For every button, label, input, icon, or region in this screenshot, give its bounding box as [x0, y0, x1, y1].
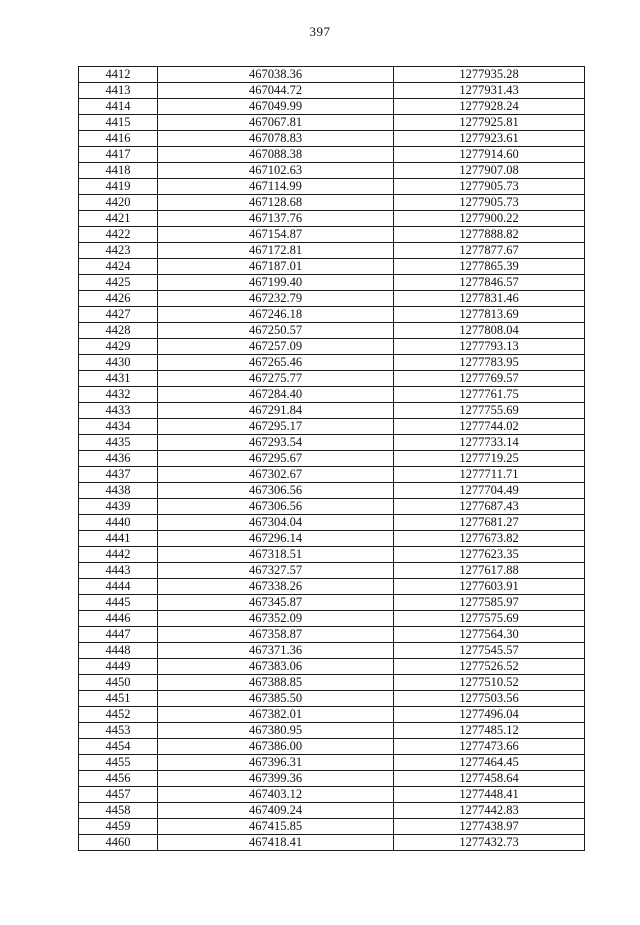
table-row	[79, 179, 585, 195]
x-coordinate-cell: 467306.56	[158, 483, 394, 499]
y-coordinate-cell: 1277813.69	[394, 307, 585, 323]
y-coordinate-cell: 1277438.97	[394, 819, 585, 835]
table-row	[79, 387, 585, 403]
x-coordinate-cell: 467275.77	[158, 371, 394, 387]
x-coordinate-cell: 467102.63	[158, 163, 394, 179]
point-number-cell: 4458	[79, 803, 158, 819]
y-coordinate-cell: 1277865.39	[394, 259, 585, 275]
y-coordinate-cell: 1277673.82	[394, 531, 585, 547]
point-number-cell: 4426	[79, 291, 158, 307]
table-row	[79, 131, 585, 147]
table-row	[79, 771, 585, 787]
x-coordinate-cell: 467306.56	[158, 499, 394, 515]
y-coordinate-cell: 1277704.49	[394, 483, 585, 499]
point-number-cell: 4433	[79, 403, 158, 419]
point-number-cell: 4420	[79, 195, 158, 211]
x-coordinate-cell: 467295.67	[158, 451, 394, 467]
x-coordinate-cell: 467078.83	[158, 131, 394, 147]
table-row	[79, 691, 585, 707]
table-row	[79, 659, 585, 675]
point-number-cell: 4418	[79, 163, 158, 179]
table-row	[79, 803, 585, 819]
x-coordinate-cell: 467265.46	[158, 355, 394, 371]
point-number-cell: 4414	[79, 99, 158, 115]
x-coordinate-cell: 467403.12	[158, 787, 394, 803]
y-coordinate-cell: 1277545.57	[394, 643, 585, 659]
table-row	[79, 531, 585, 547]
x-coordinate-cell: 467383.06	[158, 659, 394, 675]
y-coordinate-cell: 1277905.73	[394, 195, 585, 211]
point-number-cell: 4427	[79, 307, 158, 323]
x-coordinate-cell: 467172.81	[158, 243, 394, 259]
y-coordinate-cell: 1277623.35	[394, 547, 585, 563]
y-coordinate-cell: 1277687.43	[394, 499, 585, 515]
x-coordinate-cell: 467358.87	[158, 627, 394, 643]
x-coordinate-cell: 467293.54	[158, 435, 394, 451]
point-number-cell: 4429	[79, 339, 158, 355]
x-coordinate-cell: 467418.41	[158, 835, 394, 851]
x-coordinate-cell: 467385.50	[158, 691, 394, 707]
point-number-cell: 4448	[79, 643, 158, 659]
table-row	[79, 723, 585, 739]
y-coordinate-cell: 1277808.04	[394, 323, 585, 339]
x-coordinate-cell: 467137.76	[158, 211, 394, 227]
point-number-cell: 4430	[79, 355, 158, 371]
table-row	[79, 787, 585, 803]
y-coordinate-cell: 1277783.95	[394, 355, 585, 371]
y-coordinate-cell: 1277711.71	[394, 467, 585, 483]
y-coordinate-cell: 1277905.73	[394, 179, 585, 195]
table-row	[79, 819, 585, 835]
x-coordinate-cell: 467250.57	[158, 323, 394, 339]
point-number-cell: 4415	[79, 115, 158, 131]
point-number-cell: 4437	[79, 467, 158, 483]
table-row	[79, 275, 585, 291]
table-row	[79, 323, 585, 339]
table-row	[79, 355, 585, 371]
y-coordinate-cell: 1277510.52	[394, 675, 585, 691]
x-coordinate-cell: 467067.81	[158, 115, 394, 131]
x-coordinate-cell: 467114.99	[158, 179, 394, 195]
table-row	[79, 211, 585, 227]
y-coordinate-cell: 1277744.02	[394, 419, 585, 435]
y-coordinate-cell: 1277464.45	[394, 755, 585, 771]
table-row	[79, 675, 585, 691]
point-number-cell: 4417	[79, 147, 158, 163]
x-coordinate-cell: 467318.51	[158, 547, 394, 563]
point-number-cell: 4443	[79, 563, 158, 579]
point-number-cell: 4424	[79, 259, 158, 275]
point-number-cell: 4455	[79, 755, 158, 771]
x-coordinate-cell: 467304.04	[158, 515, 394, 531]
table-row	[79, 579, 585, 595]
point-number-cell: 4413	[79, 83, 158, 99]
table-row	[79, 67, 585, 83]
point-number-cell: 4447	[79, 627, 158, 643]
y-coordinate-cell: 1277935.28	[394, 67, 585, 83]
table-row	[79, 339, 585, 355]
point-number-cell: 4445	[79, 595, 158, 611]
table-row	[79, 835, 585, 851]
table-row	[79, 99, 585, 115]
y-coordinate-cell: 1277931.43	[394, 83, 585, 99]
point-number-cell: 4431	[79, 371, 158, 387]
point-number-cell: 4444	[79, 579, 158, 595]
x-coordinate-cell: 467154.87	[158, 227, 394, 243]
x-coordinate-cell: 467380.95	[158, 723, 394, 739]
y-coordinate-cell: 1277585.97	[394, 595, 585, 611]
table-row	[79, 147, 585, 163]
x-coordinate-cell: 467049.99	[158, 99, 394, 115]
point-number-cell: 4425	[79, 275, 158, 291]
table-row	[79, 483, 585, 499]
y-coordinate-cell: 1277432.73	[394, 835, 585, 851]
y-coordinate-cell: 1277719.25	[394, 451, 585, 467]
x-coordinate-cell: 467296.14	[158, 531, 394, 547]
x-coordinate-cell: 467371.36	[158, 643, 394, 659]
y-coordinate-cell: 1277681.27	[394, 515, 585, 531]
table-row	[79, 707, 585, 723]
table-row	[79, 611, 585, 627]
y-coordinate-cell: 1277458.64	[394, 771, 585, 787]
y-coordinate-cell: 1277755.69	[394, 403, 585, 419]
table-row	[79, 515, 585, 531]
table-row	[79, 195, 585, 211]
point-number-cell: 4416	[79, 131, 158, 147]
y-coordinate-cell: 1277793.13	[394, 339, 585, 355]
y-coordinate-cell: 1277526.52	[394, 659, 585, 675]
y-coordinate-cell: 1277617.88	[394, 563, 585, 579]
point-number-cell: 4436	[79, 451, 158, 467]
y-coordinate-cell: 1277603.91	[394, 579, 585, 595]
table-row	[79, 451, 585, 467]
y-coordinate-cell: 1277914.60	[394, 147, 585, 163]
x-coordinate-cell: 467038.36	[158, 67, 394, 83]
point-number-cell: 4432	[79, 387, 158, 403]
table-row	[79, 739, 585, 755]
table-row	[79, 435, 585, 451]
table-row	[79, 83, 585, 99]
table-row	[79, 499, 585, 515]
x-coordinate-cell: 467246.18	[158, 307, 394, 323]
x-coordinate-cell: 467388.85	[158, 675, 394, 691]
y-coordinate-cell: 1277907.08	[394, 163, 585, 179]
point-number-cell: 4423	[79, 243, 158, 259]
point-number-cell: 4446	[79, 611, 158, 627]
point-number-cell: 4451	[79, 691, 158, 707]
x-coordinate-cell: 467399.36	[158, 771, 394, 787]
y-coordinate-cell: 1277448.41	[394, 787, 585, 803]
table-row	[79, 371, 585, 387]
point-number-cell: 4422	[79, 227, 158, 243]
x-coordinate-cell: 467257.09	[158, 339, 394, 355]
table-row	[79, 627, 585, 643]
x-coordinate-cell: 467352.09	[158, 611, 394, 627]
table-row	[79, 643, 585, 659]
table-row	[79, 291, 585, 307]
y-coordinate-cell: 1277877.67	[394, 243, 585, 259]
point-number-cell: 4435	[79, 435, 158, 451]
y-coordinate-cell: 1277442.83	[394, 803, 585, 819]
table-row	[79, 227, 585, 243]
table-row	[79, 115, 585, 131]
x-coordinate-cell: 467187.01	[158, 259, 394, 275]
x-coordinate-cell: 467345.87	[158, 595, 394, 611]
table-row	[79, 547, 585, 563]
y-coordinate-cell: 1277761.75	[394, 387, 585, 403]
point-number-cell: 4452	[79, 707, 158, 723]
x-coordinate-cell: 467291.84	[158, 403, 394, 419]
y-coordinate-cell: 1277923.61	[394, 131, 585, 147]
y-coordinate-cell: 1277485.12	[394, 723, 585, 739]
y-coordinate-cell: 1277888.82	[394, 227, 585, 243]
table-row	[79, 403, 585, 419]
y-coordinate-cell: 1277473.66	[394, 739, 585, 755]
x-coordinate-cell: 467415.85	[158, 819, 394, 835]
point-number-cell: 4460	[79, 835, 158, 851]
x-coordinate-cell: 467302.67	[158, 467, 394, 483]
y-coordinate-cell: 1277925.81	[394, 115, 585, 131]
table-row	[79, 595, 585, 611]
point-number-cell: 4439	[79, 499, 158, 515]
table-row	[79, 467, 585, 483]
table-row	[79, 163, 585, 179]
table-row	[79, 259, 585, 275]
x-coordinate-cell: 467382.01	[158, 707, 394, 723]
table-row	[79, 755, 585, 771]
coordinate-table	[78, 66, 585, 851]
table-row	[79, 243, 585, 259]
x-coordinate-cell: 467295.17	[158, 419, 394, 435]
y-coordinate-cell: 1277831.46	[394, 291, 585, 307]
point-number-cell: 4457	[79, 787, 158, 803]
table-row	[79, 419, 585, 435]
point-number-cell: 4450	[79, 675, 158, 691]
table-row	[79, 307, 585, 323]
point-number-cell: 4438	[79, 483, 158, 499]
point-number-cell: 4456	[79, 771, 158, 787]
y-coordinate-cell: 1277503.56	[394, 691, 585, 707]
y-coordinate-cell: 1277564.30	[394, 627, 585, 643]
table-row	[79, 563, 585, 579]
point-number-cell: 4459	[79, 819, 158, 835]
point-number-cell: 4434	[79, 419, 158, 435]
point-number-cell: 4428	[79, 323, 158, 339]
x-coordinate-cell: 467396.31	[158, 755, 394, 771]
y-coordinate-cell: 1277846.57	[394, 275, 585, 291]
y-coordinate-cell: 1277733.14	[394, 435, 585, 451]
x-coordinate-cell: 467284.40	[158, 387, 394, 403]
x-coordinate-cell: 467409.24	[158, 803, 394, 819]
page-number: 397	[309, 24, 331, 39]
point-number-cell: 4442	[79, 547, 158, 563]
point-number-cell: 4449	[79, 659, 158, 675]
point-number-cell: 4419	[79, 179, 158, 195]
point-number-cell: 4421	[79, 211, 158, 227]
point-number-cell: 4441	[79, 531, 158, 547]
y-coordinate-cell: 1277496.04	[394, 707, 585, 723]
point-number-cell: 4453	[79, 723, 158, 739]
y-coordinate-cell: 1277769.57	[394, 371, 585, 387]
x-coordinate-cell: 467128.68	[158, 195, 394, 211]
point-number-cell: 4440	[79, 515, 158, 531]
x-coordinate-cell: 467232.79	[158, 291, 394, 307]
coordinate-table-body	[79, 67, 585, 851]
point-number-cell: 4412	[79, 67, 158, 83]
x-coordinate-cell: 467088.38	[158, 147, 394, 163]
x-coordinate-cell: 467386.00	[158, 739, 394, 755]
y-coordinate-cell: 1277928.24	[394, 99, 585, 115]
point-number-cell: 4454	[79, 739, 158, 755]
x-coordinate-cell: 467044.72	[158, 83, 394, 99]
y-coordinate-cell: 1277900.22	[394, 211, 585, 227]
y-coordinate-cell: 1277575.69	[394, 611, 585, 627]
x-coordinate-cell: 467338.26	[158, 579, 394, 595]
x-coordinate-cell: 467327.57	[158, 563, 394, 579]
x-coordinate-cell: 467199.40	[158, 275, 394, 291]
